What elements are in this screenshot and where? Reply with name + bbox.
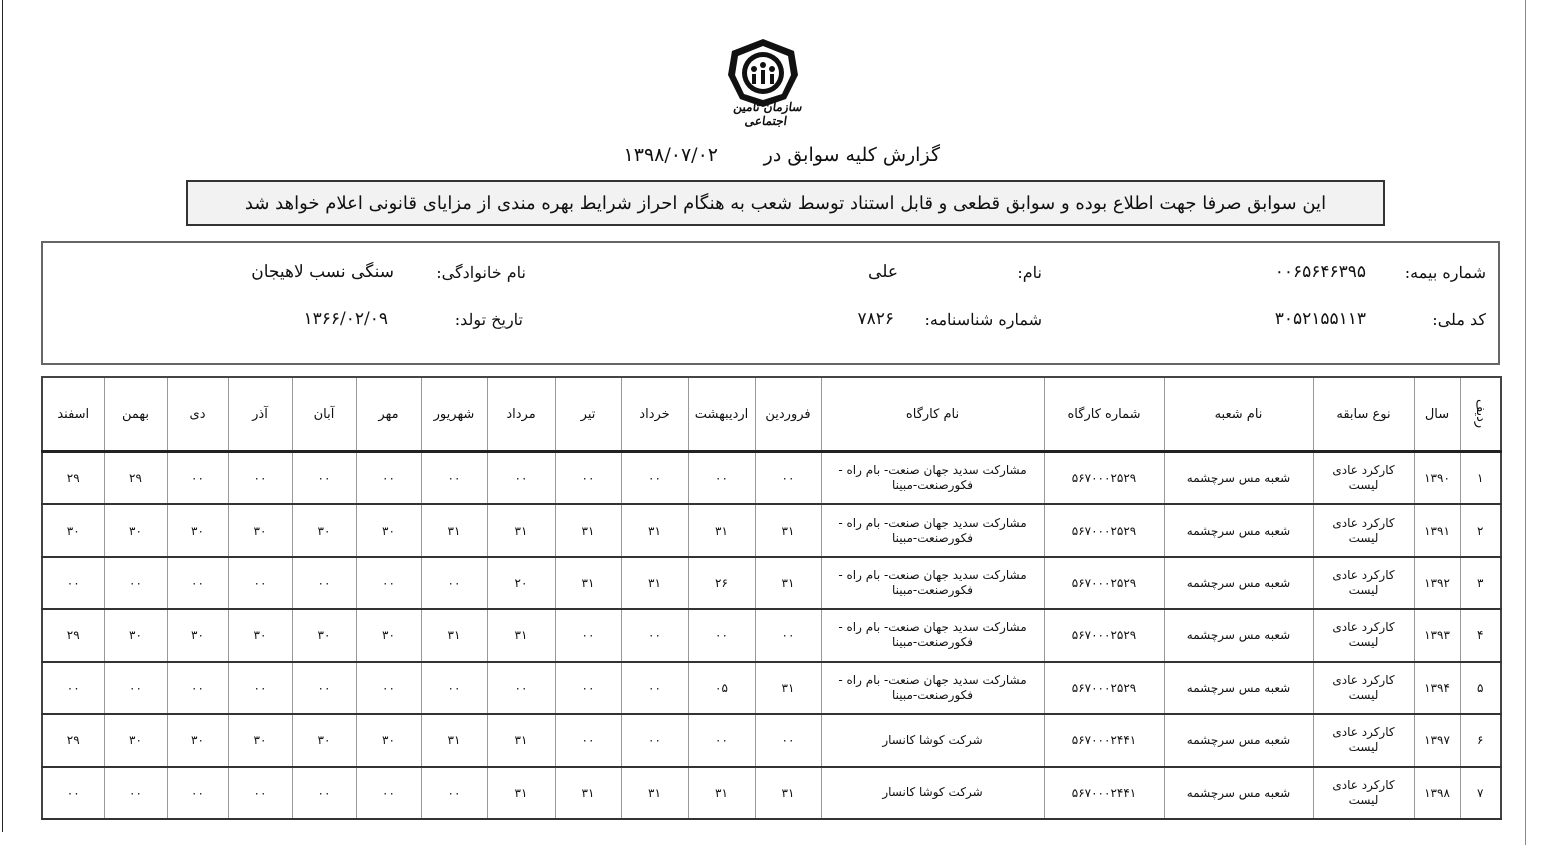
cell-khordad: ۰۰ <box>621 452 688 505</box>
header-esfand: اسفند <box>42 377 104 452</box>
cell-mordad: ۳۱ <box>487 609 555 661</box>
cell-farvardin: ۰۰ <box>755 714 821 766</box>
table-row <box>42 452 1501 505</box>
insurance-no-value: ۰۰۶۵۶۴۶۳۹۵ <box>1274 262 1366 282</box>
birth-date-label: تاریخ تولد: <box>454 310 523 329</box>
cell-esfand: ۰۰ <box>42 767 104 819</box>
cell-ordibehesht: ۳۱ <box>688 504 755 556</box>
cell-ordibehesht: ۰۰ <box>688 452 755 505</box>
header-dey: دی <box>167 377 228 452</box>
cell-mordad: ۳۱ <box>487 714 555 766</box>
cell-record-type: کارکرد عادی لیست <box>1313 557 1414 609</box>
cell-shahrivar: ۰۰ <box>421 557 487 609</box>
cell-farvardin: ۰۰ <box>755 452 821 505</box>
cell-azar: ۳۰ <box>228 504 292 556</box>
table-row <box>42 662 1501 714</box>
cell-branch-name: شعبه مس سرچشمه <box>1164 662 1313 714</box>
cell-row-number: ۳ <box>1460 557 1501 609</box>
cell-dey: ۰۰ <box>167 452 228 505</box>
cell-dey: ۳۰ <box>167 714 228 766</box>
cell-esfand: ۰۰ <box>42 557 104 609</box>
insurance-records-table <box>41 376 1502 820</box>
cell-khordad: ۰۰ <box>621 662 688 714</box>
cell-dey: ۰۰ <box>167 767 228 819</box>
header-record-type: نوع سابقه <box>1313 377 1414 452</box>
table-row <box>42 504 1501 556</box>
cell-workshop-name: مشارکت سدید جهان صنعت- بام راه - فکورصنعت-مبینا <box>821 662 1044 714</box>
cell-farvardin: ۳۱ <box>755 504 821 556</box>
page-left-border <box>2 0 3 832</box>
cell-workshop-number: ۵۶۷۰۰۰۲۵۲۹ <box>1044 662 1164 714</box>
cell-workshop-number: ۵۶۷۰۰۰۲۵۲۹ <box>1044 557 1164 609</box>
cell-mehr: ۰۰ <box>356 557 421 609</box>
cell-row-number: ۶ <box>1460 714 1501 766</box>
header-aban: آبان <box>292 377 356 452</box>
cell-branch-name: شعبه مس سرچشمه <box>1164 557 1313 609</box>
header-tir: تیر <box>555 377 621 452</box>
cell-workshop-name: مشارکت سدید جهان صنعت- بام راه - فکورصنعت-مبینا <box>821 609 1044 661</box>
cell-year: ۱۳۹۲ <box>1414 557 1460 609</box>
cell-mehr: ۳۰ <box>356 714 421 766</box>
cell-workshop-name: مشارکت سدید جهان صنعت- بام راه - فکورصنعت-مبینا <box>821 504 1044 556</box>
cell-esfand: ۲۹ <box>42 452 104 505</box>
table-header-row <box>42 377 1501 452</box>
header-farvardin: فروردین <box>755 377 821 452</box>
family-label: نام خانوادگی: <box>436 263 526 282</box>
cell-bahman: ۰۰ <box>104 662 167 714</box>
cell-mehr: ۰۰ <box>356 452 421 505</box>
cell-azar: ۰۰ <box>228 767 292 819</box>
cell-branch-name: شعبه مس سرچشمه <box>1164 504 1313 556</box>
cell-bahman: ۳۰ <box>104 504 167 556</box>
cell-workshop-name: مشارکت سدید جهان صنعت- بام راه - فکورصنعت-مبینا <box>821 557 1044 609</box>
cell-esfand: ۲۹ <box>42 609 104 661</box>
cell-row-number: ۴ <box>1460 609 1501 661</box>
header-mordad: مرداد <box>487 377 555 452</box>
cell-tir: ۰۰ <box>555 452 621 505</box>
cell-mordad: ۳۱ <box>487 504 555 556</box>
cell-dey: ۳۰ <box>167 504 228 556</box>
cell-workshop-name: شرکت کوشا کانسار <box>821 767 1044 819</box>
cell-workshop-name: مشارکت سدید جهان صنعت- بام راه - فکورصنعت-مبینا <box>821 452 1044 505</box>
cell-aban: ۰۰ <box>292 767 356 819</box>
cell-aban: ۳۰ <box>292 609 356 661</box>
cell-farvardin: ۳۱ <box>755 557 821 609</box>
cell-bahman: ۰۰ <box>104 557 167 609</box>
cell-farvardin: ۳۱ <box>755 767 821 819</box>
id-no-value: ۷۸۲۶ <box>857 309 894 329</box>
cell-record-type: کارکرد عادی لیست <box>1313 452 1414 505</box>
report-title <box>540 144 940 170</box>
cell-tir: ۰۰ <box>555 714 621 766</box>
cell-shahrivar: ۰۰ <box>421 767 487 819</box>
cell-record-type: کارکرد عادی لیست <box>1313 609 1414 661</box>
cell-shahrivar: ۰۰ <box>421 662 487 714</box>
header-bahman: بهمن <box>104 377 167 452</box>
cell-aban: ۳۰ <box>292 504 356 556</box>
cell-tir: ۰۰ <box>555 662 621 714</box>
cell-year: ۱۳۹۰ <box>1414 452 1460 505</box>
report-date: ۱۳۹۸/۰۷/۰۲ <box>623 144 718 166</box>
header-year: سال <box>1414 377 1460 452</box>
cell-branch-name: شعبه مس سرچشمه <box>1164 767 1313 819</box>
cell-workshop-number: ۵۶۷۰۰۰۲۵۲۹ <box>1044 452 1164 505</box>
cell-tir: ۳۱ <box>555 557 621 609</box>
cell-bahman: ۳۰ <box>104 714 167 766</box>
cell-bahman: ۰۰ <box>104 767 167 819</box>
cell-shahrivar: ۳۱ <box>421 609 487 661</box>
cell-khordad: ۰۰ <box>621 609 688 661</box>
cell-branch-name: شعبه مس سرچشمه <box>1164 609 1313 661</box>
logo-caption: سازمان تأمین اجتماعی <box>732 100 804 128</box>
cell-mehr: ۰۰ <box>356 662 421 714</box>
cell-year: ۱۳۹۴ <box>1414 662 1460 714</box>
cell-esfand: ۳۰ <box>42 504 104 556</box>
cell-aban: ۰۰ <box>292 557 356 609</box>
cell-mordad: ۳۱ <box>487 767 555 819</box>
header-branch-name: نام شعبه <box>1164 377 1313 452</box>
cell-workshop-number: ۵۶۷۰۰۰۲۴۴۱ <box>1044 767 1164 819</box>
cell-branch-name: شعبه مس سرچشمه <box>1164 452 1313 505</box>
cell-ordibehesht: ۲۶ <box>688 557 755 609</box>
cell-aban: ۳۰ <box>292 714 356 766</box>
cell-aban: ۰۰ <box>292 662 356 714</box>
cell-dey: ۰۰ <box>167 557 228 609</box>
header-azar: آذر <box>228 377 292 452</box>
cell-row-number: ۲ <box>1460 504 1501 556</box>
header-workshop-number: شماره کارگاه <box>1044 377 1164 452</box>
header-mehr: مهر <box>356 377 421 452</box>
family-value: سنگی نسب لاهیجان <box>251 262 394 282</box>
cell-row-number: ۵ <box>1460 662 1501 714</box>
cell-workshop-number: ۵۶۷۰۰۰۲۵۲۹ <box>1044 609 1164 661</box>
cell-azar: ۳۰ <box>228 714 292 766</box>
cell-workshop-name: شرکت کوشا کانسار <box>821 714 1044 766</box>
cell-branch-name: شعبه مس سرچشمه <box>1164 714 1313 766</box>
cell-shahrivar: ۰۰ <box>421 452 487 505</box>
cell-khordad: ۳۱ <box>621 557 688 609</box>
cell-ordibehesht: ۰۰ <box>688 609 755 661</box>
table-row <box>42 714 1501 766</box>
cell-workshop-number: ۵۶۷۰۰۰۲۴۴۱ <box>1044 714 1164 766</box>
cell-record-type: کارکرد عادی لیست <box>1313 767 1414 819</box>
table-row <box>42 609 1501 661</box>
cell-record-type: کارکرد عادی لیست <box>1313 504 1414 556</box>
cell-esfand: ۲۹ <box>42 714 104 766</box>
header-workshop-name: نام کارگاه <box>821 377 1044 452</box>
cell-year: ۱۳۹۸ <box>1414 767 1460 819</box>
cell-record-type: کارکرد عادی لیست <box>1313 714 1414 766</box>
insurance-no-label: شماره بیمه: <box>1404 263 1486 282</box>
cell-farvardin: ۰۰ <box>755 609 821 661</box>
cell-year: ۱۳۹۱ <box>1414 504 1460 556</box>
cell-mehr: ۰۰ <box>356 767 421 819</box>
cell-ordibehesht: ۳۱ <box>688 767 755 819</box>
cell-dey: ۰۰ <box>167 662 228 714</box>
cell-mordad: ۲۰ <box>487 557 555 609</box>
cell-record-type: کارکرد عادی لیست <box>1313 662 1414 714</box>
name-value: علی <box>868 262 898 282</box>
cell-ordibehesht: ۰۵ <box>688 662 755 714</box>
cell-azar: ۰۰ <box>228 452 292 505</box>
cell-mehr: ۳۰ <box>356 609 421 661</box>
cell-tir: ۳۱ <box>555 504 621 556</box>
table-row <box>42 767 1501 819</box>
cell-khordad: ۳۱ <box>621 504 688 556</box>
national-code-label: کد ملی: <box>1432 310 1486 329</box>
header-khordad: خرداد <box>621 377 688 452</box>
cell-workshop-number: ۵۶۷۰۰۰۲۵۲۹ <box>1044 504 1164 556</box>
cell-year: ۱۳۹۷ <box>1414 714 1460 766</box>
table-row <box>42 557 1501 609</box>
cell-row-number: ۷ <box>1460 767 1501 819</box>
cell-year: ۱۳۹۳ <box>1414 609 1460 661</box>
birth-date-value: ۱۳۶۶/۰۲/۰۹ <box>303 309 388 329</box>
disclaimer-notice: این سوابق صرفا جهت اطلاع بوده و سوابق قطعی و قابل استناد توسط شعب به هنگام احراز شرایط بهره مندی از مزایای قانونی اعلام خواهد شد <box>186 180 1385 226</box>
cell-tir: ۰۰ <box>555 609 621 661</box>
cell-khordad: ۰۰ <box>621 714 688 766</box>
cell-bahman: ۲۹ <box>104 452 167 505</box>
name-label: نام: <box>1017 263 1042 282</box>
cell-mordad: ۰۰ <box>487 662 555 714</box>
cell-dey: ۳۰ <box>167 609 228 661</box>
cell-ordibehesht: ۰۰ <box>688 714 755 766</box>
cell-shahrivar: ۳۱ <box>421 714 487 766</box>
header-row-number: ردیف <box>1460 377 1501 452</box>
report-title-label: گزارش کلیه سوابق در <box>763 144 940 166</box>
page-right-border <box>1525 0 1526 845</box>
person-info-box <box>41 241 1500 365</box>
cell-mordad: ۰۰ <box>487 452 555 505</box>
cell-esfand: ۰۰ <box>42 662 104 714</box>
cell-khordad: ۳۱ <box>621 767 688 819</box>
cell-bahman: ۳۰ <box>104 609 167 661</box>
cell-tir: ۳۱ <box>555 767 621 819</box>
cell-aban: ۰۰ <box>292 452 356 505</box>
cell-azar: ۰۰ <box>228 557 292 609</box>
header-shahrivar: شهریور <box>421 377 487 452</box>
cell-mehr: ۳۰ <box>356 504 421 556</box>
cell-farvardin: ۳۱ <box>755 662 821 714</box>
header-ordibehesht: اردیبهشت <box>688 377 755 452</box>
cell-row-number: ۱ <box>1460 452 1501 505</box>
id-no-label: شماره شناسنامه: <box>924 310 1042 329</box>
national-code-value: ۳۰۵۲۱۵۵۱۱۳ <box>1274 309 1366 329</box>
cell-shahrivar: ۳۱ <box>421 504 487 556</box>
cell-azar: ۰۰ <box>228 662 292 714</box>
cell-azar: ۳۰ <box>228 609 292 661</box>
